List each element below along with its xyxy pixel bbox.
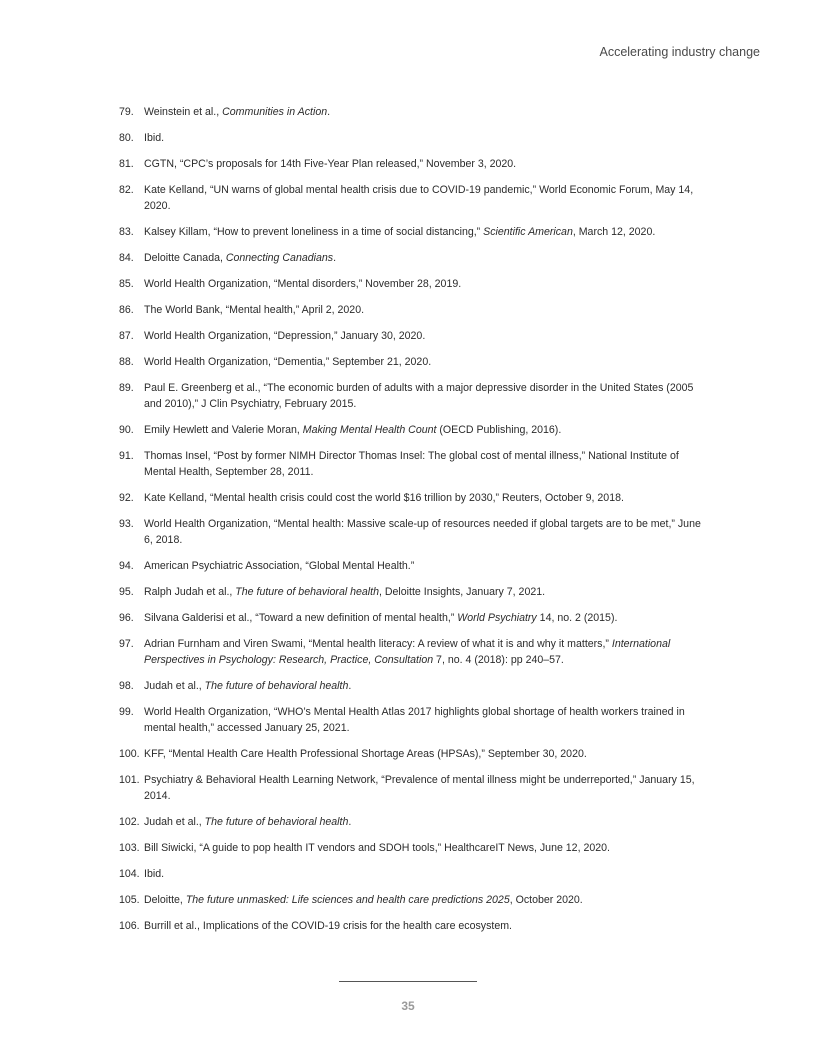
endnote-item	[119, 380, 709, 412]
endnote-number: 88.	[119, 356, 134, 368]
endnote-italic-title: World Psychiatry	[457, 612, 537, 624]
endnote-text-segment: .	[333, 252, 337, 264]
endnote-text-segment: World Health Organization, “Mental disorders,” November 28, 2019.	[144, 278, 462, 290]
endnote-number: 80.	[119, 132, 134, 144]
endnote-number: 86.	[119, 304, 134, 316]
endnote-item	[119, 814, 709, 830]
endnote-text	[144, 304, 364, 316]
endnote-number: 93.	[119, 518, 134, 530]
endnote-item	[119, 130, 709, 146]
endnote-item	[119, 840, 709, 856]
endnote-italic-title: Communities in Action	[222, 106, 328, 118]
endnote-number: 101.	[119, 774, 140, 786]
endnote-number: 81.	[119, 158, 134, 170]
endnote-text-segment: American Psychiatric Association, “Global Mental Health.”	[144, 560, 415, 572]
endnote-text-segment: KFF, “Mental Health Care Health Professional Shortage Areas (HPSAs),” September 30, 2020.	[144, 748, 587, 760]
endnote-text-segment: , March 12, 2020.	[572, 226, 656, 238]
endnote-text-segment: Ibid.	[144, 868, 165, 880]
endnote-text	[144, 894, 583, 906]
endnote-number: 91.	[119, 450, 134, 462]
endnote-item	[119, 104, 709, 120]
endnote-text-segment: .	[327, 106, 331, 118]
endnote-text	[144, 450, 679, 478]
endnote-italic-title: The future unmasked: Life sciences and health care predictions 2025	[185, 894, 510, 906]
endnote-text-segment: Paul E. Greenberg et al., “The economic burden of adults with a major depressive disorder in the United States (2005 and 2010),” J Clin Psychiatry, February 2015.	[144, 382, 694, 410]
endnote-item	[119, 516, 709, 548]
endnote-text-segment: CGTN, “CPC’s proposals for 14th Five-Year Plan released,” November 3, 2020.	[144, 158, 517, 170]
endnote-text-segment: Judah et al.,	[144, 816, 205, 828]
endnote-number: 84.	[119, 252, 134, 264]
endnote-text	[144, 680, 351, 692]
endnote-item	[119, 746, 709, 762]
endnote-item	[119, 276, 709, 292]
endnote-item	[119, 328, 709, 344]
endnote-number: 79.	[119, 106, 134, 118]
endnote-number: 97.	[119, 638, 134, 650]
endnote-item	[119, 558, 709, 574]
endnote-text-segment: 7, no. 4 (2018): pp 240–57.	[433, 654, 564, 666]
endnote-text	[144, 774, 695, 802]
endnote-item	[119, 610, 709, 626]
endnote-item	[119, 182, 709, 214]
endnote-item	[119, 678, 709, 694]
endnote-text	[144, 868, 164, 880]
endnote-number: 95.	[119, 586, 134, 598]
endnote-text	[144, 920, 512, 932]
endnote-text-segment: Kate Kelland, “UN warns of global mental health crisis due to COVID-19 pandemic,” World Economic Forum, May 14, 2020.	[144, 184, 694, 212]
endnote-item	[119, 250, 709, 266]
endnote-text	[144, 748, 587, 760]
endnote-number: 99.	[119, 706, 134, 718]
endnote-number: 102.	[119, 816, 140, 828]
endnote-text-segment: Adrian Furnham and Viren Swami, “Mental health literacy: A review of what it is and why it matters,”	[144, 638, 612, 650]
endnote-item	[119, 354, 709, 370]
endnote-item	[119, 584, 709, 600]
endnote-item	[119, 704, 709, 736]
endnote-text-segment: .	[348, 816, 352, 828]
endnote-number: 106.	[119, 920, 140, 932]
endnote-text-segment: Weinstein et al.,	[144, 106, 223, 118]
endnote-text	[144, 518, 701, 546]
endnote-text-segment: World Health Organization, “Mental health: Massive scale-up of resources needed if global targets are to be met,” June 6, 2018.	[144, 518, 701, 546]
page-number: 35	[401, 999, 415, 1013]
endnote-text	[144, 106, 330, 118]
endnote-text-segment: (OECD Publishing, 2016).	[436, 424, 562, 436]
endnote-number: 90.	[119, 424, 134, 436]
endnote-number: 94.	[119, 560, 134, 572]
endnote-text-segment: World Health Organization, “Depression,” January 30, 2020.	[144, 330, 426, 342]
endnote-text	[144, 330, 425, 342]
endnote-text	[144, 638, 670, 666]
endnote-item	[119, 448, 709, 480]
endnote-item	[119, 866, 709, 882]
endnote-text-segment: Emily Hewlett and Valerie Moran,	[144, 424, 303, 436]
endnote-text	[144, 560, 414, 572]
endnote-text	[144, 842, 610, 854]
endnote-number: 87.	[119, 330, 134, 342]
endnote-text-segment: Silvana Galderisi et al., “Toward a new definition of mental health,”	[144, 612, 458, 624]
endnote-number: 92.	[119, 492, 134, 504]
running-header: Accelerating industry change	[599, 45, 760, 59]
endnote-text	[144, 382, 693, 410]
endnote-text-segment: 14, no. 2 (2015).	[536, 612, 618, 624]
endnote-italic-title: Making Mental Health Count	[302, 424, 437, 436]
endnote-text	[144, 492, 624, 504]
endnote-text-segment: Psychiatry & Behavioral Health Learning Network, “Prevalence of mental illness might be underreported,” January 15, 2014.	[144, 774, 695, 802]
endnote-item	[119, 892, 709, 908]
endnote-text-segment: Ralph Judah et al.,	[144, 586, 236, 598]
endnote-text-segment: The World Bank, “Mental health,” April 2, 2020.	[144, 304, 365, 316]
endnote-text-segment: Deloitte Canada,	[144, 252, 226, 264]
endnote-number: 83.	[119, 226, 134, 238]
endnote-text-segment: Bill Siwicki, “A guide to pop health IT vendors and SDOH tools,” HealthcareIT News, June 12, 2020.	[144, 842, 610, 854]
footer-divider	[339, 981, 477, 982]
endnote-number: 82.	[119, 184, 134, 196]
endnote-text	[144, 706, 685, 734]
endnote-italic-title: The future of behavioral health	[204, 816, 349, 828]
endnote-italic-title: The future of behavioral health	[235, 586, 379, 598]
endnote-text-segment: Kalsey Killam, “How to prevent loneliness in a time of social distancing,”	[144, 226, 484, 238]
endnote-number: 100.	[119, 748, 140, 760]
endnote-number: 104.	[119, 868, 140, 880]
endnote-text	[144, 424, 561, 436]
endnote-item	[119, 490, 709, 506]
endnote-item	[119, 224, 709, 240]
endnote-item	[119, 772, 709, 804]
endnote-text-segment: World Health Organization, “WHO’s Mental Health Atlas 2017 highlights global shortage of health workers trained in mental health,” accessed January 25, 2021.	[144, 706, 685, 734]
endnote-text	[144, 816, 351, 828]
endnote-text	[144, 356, 431, 368]
endnote-text-segment: .	[348, 680, 352, 692]
endnote-text	[144, 252, 336, 264]
endnote-text	[144, 278, 461, 290]
endnote-text-segment: Deloitte,	[144, 894, 186, 906]
endnote-italic-title: Scientific American	[483, 226, 573, 238]
endnote-text-segment: , Deloitte Insights, January 7, 2021.	[379, 586, 546, 598]
endnote-text-segment: Thomas Insel, “Post by former NIMH Director Thomas Insel: The global cost of mental illness,” National Institute of Mental Health, September 28, 2011.	[144, 450, 679, 478]
endnote-italic-title: International Perspectives in Psychology: Research, Practice, Consultation	[144, 638, 671, 666]
endnote-text-segment: World Health Organization, “Dementia,” September 21, 2020.	[144, 356, 432, 368]
endnote-text	[144, 184, 693, 212]
endnote-number: 96.	[119, 612, 134, 624]
endnote-text-segment: Judah et al.,	[144, 680, 205, 692]
endnote-italic-title: Connecting Canadians	[225, 252, 334, 264]
endnote-number: 103.	[119, 842, 140, 854]
endnote-item	[119, 156, 709, 172]
endnote-text	[144, 612, 617, 624]
endnote-text-segment: Ibid.	[144, 132, 165, 144]
endnote-item	[119, 422, 709, 438]
endnote-number: 85.	[119, 278, 134, 290]
endnote-item	[119, 636, 709, 668]
endnote-italic-title: The future of behavioral health	[204, 680, 349, 692]
endnotes-list	[119, 104, 709, 944]
endnote-text	[144, 586, 545, 598]
endnote-text	[144, 226, 655, 238]
endnote-text-segment: Kate Kelland, “Mental health crisis could cost the world $16 trillion by 2030,” Reuters, October 9, 2018.	[144, 492, 624, 504]
endnote-text-segment: Burrill et al., Implications of the COVID-19 crisis for the health care ecosystem.	[144, 920, 512, 932]
endnote-item	[119, 302, 709, 318]
endnote-text	[144, 132, 164, 144]
endnote-text-segment: , October 2020.	[509, 894, 583, 906]
endnote-text	[144, 158, 516, 170]
endnote-number: 105.	[119, 894, 140, 906]
endnote-item	[119, 918, 709, 934]
endnote-number: 98.	[119, 680, 134, 692]
endnote-number: 89.	[119, 382, 134, 394]
